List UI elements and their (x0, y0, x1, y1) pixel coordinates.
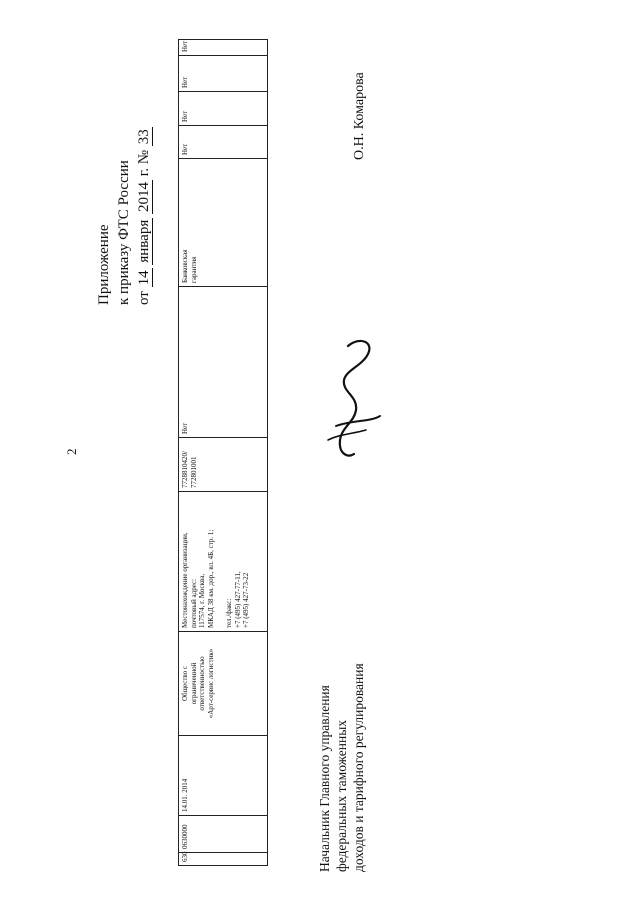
cell-customs-code: 0630000 (179, 816, 268, 853)
register-table (178, 39, 268, 866)
address-line: Местонахождение организации, (181, 532, 189, 628)
cell-address (179, 492, 268, 632)
cell-guarantee (179, 159, 268, 287)
appendix-number-sign: № (136, 149, 152, 165)
address-line (215, 495, 225, 628)
appendix-line-3 (134, 127, 154, 305)
address-line: МКАД 38 км. дор., вл. 4Б, стр. 1; (206, 529, 215, 628)
cell-inn-kpp (179, 438, 268, 492)
address-line: +7 (495) 427-73-22 (242, 572, 250, 628)
cell-col9: Нет (179, 126, 268, 159)
signatory-title-line: Начальник Главного управления (317, 685, 332, 872)
appendix-line-1: Приложение (96, 224, 112, 305)
organization-line: ответственностью (198, 656, 206, 711)
appendix-line-2: к приказу ФТС России (116, 160, 132, 305)
signatory-title-line: федеральных таможенных (334, 719, 349, 872)
cell-date: 14.01. 2014 (179, 736, 268, 816)
appendix-header (94, 127, 154, 305)
address-line: 117574, г. Москва, (198, 573, 206, 628)
inn-kpp-line: 772801001 (189, 456, 198, 488)
appendix-date-day: 14 (136, 270, 152, 286)
cell-code: 630 (179, 853, 268, 866)
address-line: почтовый адрес: (189, 578, 198, 628)
cell-col11: Нет (179, 56, 268, 92)
cell-col7: Нет (179, 287, 268, 438)
cell-organization (179, 632, 268, 736)
organization-line: Общество с (181, 665, 189, 702)
signatory-name: О.Н. Комарова (352, 72, 367, 160)
page-number: 2 (64, 448, 79, 455)
appendix-date-prefix: от (136, 291, 152, 305)
appendix-number: 33 (136, 129, 152, 145)
register-table-wrap (178, 40, 268, 866)
signatory-title-line: доходов и тарифного регулирования (351, 663, 366, 872)
inn-kpp-line: 7728810420/ (181, 451, 189, 488)
cell-col10: Нет (179, 92, 268, 126)
organization-line: «Арт-сервис логистик» (206, 648, 215, 719)
cell-col12: Нет (179, 40, 268, 56)
signatory-title (316, 663, 367, 872)
address-line: +7 (495) 427-77-11, (233, 571, 242, 628)
appendix-date-month: января (136, 219, 152, 263)
guarantee-line: гарантия (189, 256, 198, 283)
appendix-date-year: 2014 (136, 182, 152, 213)
handwritten-signature (318, 336, 388, 460)
address-line: тел./факс: (225, 598, 233, 628)
table-row (179, 40, 268, 866)
organization-line: ограниченной (189, 662, 198, 705)
appendix-date-g: г. (136, 168, 152, 177)
guarantee-line: Банковская (181, 249, 189, 283)
